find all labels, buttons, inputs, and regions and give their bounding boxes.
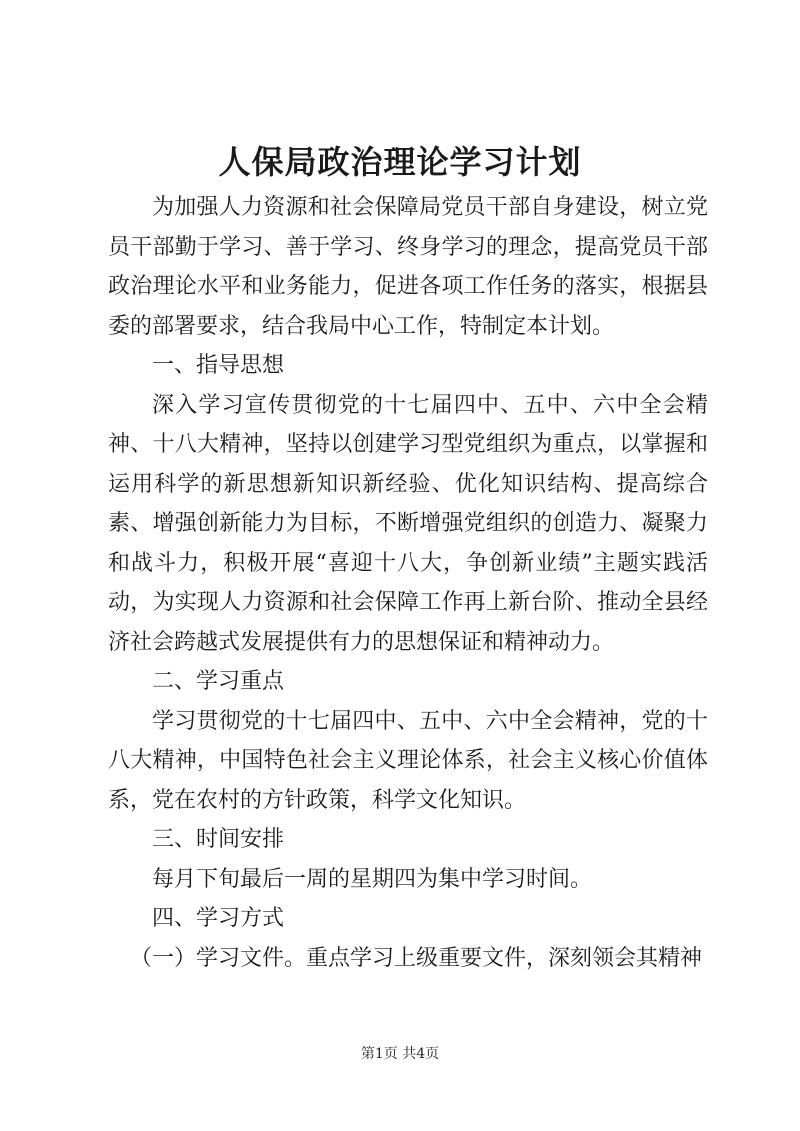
study-method-paragraph: （一）学习文件。重点学习上级重要文件，深刻领会其精神 bbox=[130, 945, 703, 971]
document-body bbox=[108, 188, 708, 978]
page-footer: 第1页 共4页 bbox=[360, 1046, 440, 1062]
schedule-paragraph: 每月下旬最后一周的星期四为集中学习时间。 bbox=[152, 866, 593, 892]
guiding-ideology-paragraph: 深入学习宣传贯彻党的十七届四中、五中、六中全会精神、十八大精神，坚持以创建学习型党组织为重点，以掌握和运用科学的新思想新知识新经验、优化知识结构、提高综合素、增强创新能力为目标，不断增强党组织的创造力、凝聚力和战斗力，积极开展“喜迎十八大，争创新业绩”主题实践活动，为实现人力资源和社会保障工作再上新台阶、推动全县经济社会跨越式发展提供有力的思想保证和精神动力。 bbox=[108, 392, 708, 655]
section-heading-study-focus: 二、学习重点 bbox=[152, 669, 285, 694]
section-heading-schedule: 三、时间安排 bbox=[152, 827, 285, 852]
section-heading-guiding-ideology: 一、指导思想 bbox=[152, 353, 285, 378]
study-focus-paragraph: 学习贯彻党的十七届四中、五中、六中全会精神，党的十八大精神，中国特色社会主义理论体系，社会主义核心价值体系，党在农村的方针政策，科学文化知识。 bbox=[108, 708, 708, 813]
section-heading-study-method: 四、学习方式 bbox=[152, 906, 285, 931]
intro-paragraph: 为加强人力资源和社会保障局党员干部自身建设，树立党员干部勤于学习、善于学习、终身学习的理念，提高党员干部政治理论水平和业务能力，促进各项工作任务的落实，根据县委的部署要求，结合我局中心工作，特制定本计划。 bbox=[108, 195, 708, 339]
document-title: 人保局政治理论学习计划 bbox=[218, 143, 582, 181]
